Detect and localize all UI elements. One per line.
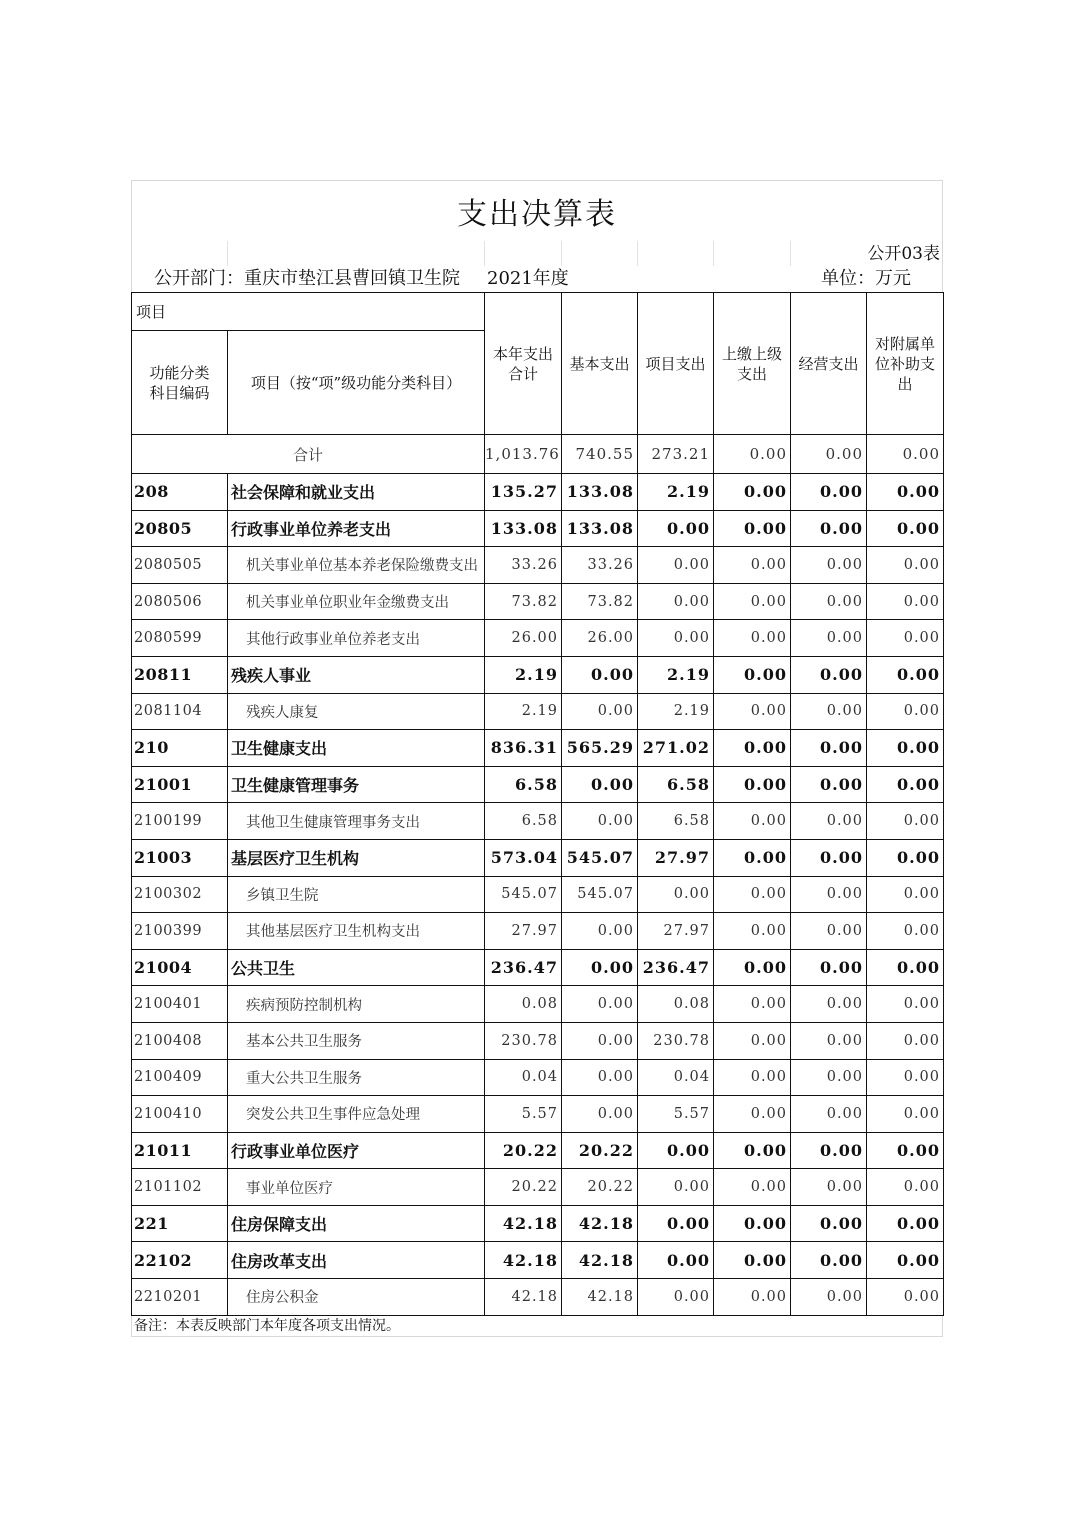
item-name-cell: 住房保障支出 (228, 1205, 485, 1242)
basic-cell: 42.18 (562, 1205, 638, 1242)
subsidy-cell: 0.00 (867, 839, 944, 876)
project-cell: 0.08 (638, 986, 714, 1023)
code-cell: 2080505 (132, 547, 228, 584)
table-row (132, 1169, 944, 1206)
subsidy-cell: 0.00 (867, 949, 944, 986)
expenditure-table (131, 292, 944, 1316)
business-cell: 0.00 (791, 583, 867, 620)
total-cell: 6.58 (485, 766, 562, 803)
header-code: 功能分类科目编码 (132, 331, 228, 435)
item-name-cell: 卫生健康支出 (228, 730, 485, 767)
header-basic: 基本支出 (562, 293, 638, 435)
total-upper-cell: 0.00 (714, 435, 791, 474)
total-cell: 230.78 (485, 1022, 562, 1059)
subsidy-cell: 0.00 (867, 730, 944, 767)
basic-cell: 0.00 (562, 766, 638, 803)
subsidy-cell: 0.00 (867, 583, 944, 620)
basic-cell: 42.18 (562, 1279, 638, 1316)
subsidy-cell: 0.00 (867, 1096, 944, 1133)
subsidy-cell: 0.00 (867, 656, 944, 693)
item-name-cell: 机关事业单位职业年金缴费支出 (228, 583, 485, 620)
code-cell: 2100399 (132, 913, 228, 950)
table-row (132, 693, 944, 730)
total-cell: 6.58 (485, 803, 562, 840)
project-cell: 6.58 (638, 803, 714, 840)
item-name-cell: 行政事业单位医疗 (228, 1132, 485, 1169)
table-row (132, 1022, 944, 1059)
subsidy-cell: 0.00 (867, 1242, 944, 1279)
table-row (132, 1059, 944, 1096)
upper-cell: 0.00 (714, 1059, 791, 1096)
subsidy-cell: 0.00 (867, 1169, 944, 1206)
upper-cell: 0.00 (714, 913, 791, 950)
blank-cell (638, 241, 714, 266)
business-cell: 0.00 (791, 1059, 867, 1096)
total-cell: 42.18 (485, 1279, 562, 1316)
code-cell: 22102 (132, 1242, 228, 1279)
item-name-cell: 机关事业单位基本养老保险缴费支出 (228, 547, 485, 584)
basic-cell: 0.00 (562, 913, 638, 950)
total-cell: 20.22 (485, 1169, 562, 1206)
table-row (132, 1205, 944, 1242)
item-name-cell: 住房改革支出 (228, 1242, 485, 1279)
subsidy-cell: 0.00 (867, 1132, 944, 1169)
business-cell: 0.00 (791, 620, 867, 657)
subsidy-cell: 0.00 (867, 474, 944, 511)
blank-cell (714, 241, 791, 266)
upper-cell: 0.00 (714, 766, 791, 803)
total-cell: 26.00 (485, 620, 562, 657)
blank-cell (485, 241, 562, 266)
code-cell: 2210201 (132, 1279, 228, 1316)
business-cell: 0.00 (791, 1169, 867, 1206)
business-cell: 0.00 (791, 547, 867, 584)
subsidy-cell: 0.00 (867, 913, 944, 950)
basic-cell: 26.00 (562, 620, 638, 657)
project-cell: 271.02 (638, 730, 714, 767)
code-cell: 221 (132, 1205, 228, 1242)
business-cell: 0.00 (791, 803, 867, 840)
subsidy-cell: 0.00 (867, 986, 944, 1023)
form-number: 公开03表 (867, 244, 940, 264)
table-row (132, 1279, 944, 1316)
business-cell: 0.00 (791, 766, 867, 803)
table-row (132, 1096, 944, 1133)
total-cell: 73.82 (485, 583, 562, 620)
business-cell: 0.00 (791, 656, 867, 693)
upper-cell: 0.00 (714, 656, 791, 693)
total-cell: 0.04 (485, 1059, 562, 1096)
project-cell: 27.97 (638, 913, 714, 950)
total-cell: 573.04 (485, 839, 562, 876)
item-name-cell: 住房公积金 (228, 1279, 485, 1316)
header-item-group: 项目 (132, 293, 485, 331)
code-cell: 2101102 (132, 1169, 228, 1206)
header-item-name: 项目（按“项”级功能分类科目） (228, 331, 485, 435)
basic-cell: 565.29 (562, 730, 638, 767)
project-cell: 0.04 (638, 1059, 714, 1096)
item-name-cell: 其他卫生健康管理事务支出 (228, 803, 485, 840)
upper-cell: 0.00 (714, 986, 791, 1023)
item-name-cell: 基本公共卫生服务 (228, 1022, 485, 1059)
project-cell: 230.78 (638, 1022, 714, 1059)
basic-cell: 545.07 (562, 839, 638, 876)
code-cell: 21004 (132, 949, 228, 986)
project-cell: 236.47 (638, 949, 714, 986)
business-cell: 0.00 (791, 474, 867, 511)
total-subsidy-cell: 0.00 (867, 435, 944, 474)
project-cell: 0.00 (638, 1205, 714, 1242)
table-row (132, 766, 944, 803)
code-cell: 2100410 (132, 1096, 228, 1133)
project-cell: 27.97 (638, 839, 714, 876)
project-cell: 2.19 (638, 693, 714, 730)
footnote: 备注：本表反映部门本年度各项支出情况。 (131, 1316, 943, 1337)
code-cell: 208 (132, 474, 228, 511)
table-row (132, 1242, 944, 1279)
blank-cell (562, 241, 638, 266)
item-name-cell: 突发公共卫生事件应急处理 (228, 1096, 485, 1133)
subsidy-cell: 0.00 (867, 1279, 944, 1316)
business-cell: 0.00 (791, 510, 867, 547)
subsidy-cell: 0.00 (867, 803, 944, 840)
total-cell: 33.26 (485, 547, 562, 584)
total-cell: 42.18 (485, 1205, 562, 1242)
item-name-cell: 残疾人康复 (228, 693, 485, 730)
total-cell: 42.18 (485, 1242, 562, 1279)
basic-cell: 20.22 (562, 1132, 638, 1169)
upper-cell: 0.00 (714, 1242, 791, 1279)
total-cell: 545.07 (485, 876, 562, 913)
code-cell: 21003 (132, 839, 228, 876)
total-cell: 836.31 (485, 730, 562, 767)
project-cell: 0.00 (638, 583, 714, 620)
basic-cell: 133.08 (562, 474, 638, 511)
table-row (132, 547, 944, 584)
blank-cell (228, 241, 485, 266)
project-cell: 0.00 (638, 1169, 714, 1206)
header-total: 本年支出合计 (485, 293, 562, 435)
upper-cell: 0.00 (714, 1169, 791, 1206)
header-upper: 上缴上级支出 (714, 293, 791, 435)
upper-cell: 0.00 (714, 949, 791, 986)
total-business-cell: 0.00 (791, 435, 867, 474)
total-cell: 0.08 (485, 986, 562, 1023)
title-row (131, 180, 943, 241)
subsidy-cell: 0.00 (867, 766, 944, 803)
basic-cell: 0.00 (562, 693, 638, 730)
table-row (132, 803, 944, 840)
item-name-cell: 其他行政事业单位养老支出 (228, 620, 485, 657)
fiscal-year: 2021年度 (487, 268, 569, 289)
header-project: 项目支出 (638, 293, 714, 435)
upper-cell: 0.00 (714, 1096, 791, 1133)
info-row (131, 266, 943, 292)
form-number-row (131, 241, 943, 266)
business-cell: 0.00 (791, 839, 867, 876)
total-basic-cell: 740.55 (562, 435, 638, 474)
business-cell: 0.00 (791, 876, 867, 913)
project-cell: 0.00 (638, 510, 714, 547)
code-cell: 2100408 (132, 1022, 228, 1059)
basic-cell: 133.08 (562, 510, 638, 547)
business-cell: 0.00 (791, 1205, 867, 1242)
business-cell: 0.00 (791, 1279, 867, 1316)
code-cell: 2080506 (132, 583, 228, 620)
basic-cell: 20.22 (562, 1169, 638, 1206)
table-row (132, 474, 944, 511)
basic-cell: 545.07 (562, 876, 638, 913)
unit-label: 单位：万元 (821, 268, 911, 289)
project-cell: 5.57 (638, 1096, 714, 1133)
code-cell: 2080599 (132, 620, 228, 657)
code-cell: 2100401 (132, 986, 228, 1023)
basic-cell: 73.82 (562, 583, 638, 620)
table-row (132, 730, 944, 767)
total-cell: 27.97 (485, 913, 562, 950)
project-cell: 2.19 (638, 474, 714, 511)
code-cell: 2100199 (132, 803, 228, 840)
code-cell: 2100409 (132, 1059, 228, 1096)
table-row (132, 913, 944, 950)
upper-cell: 0.00 (714, 803, 791, 840)
business-cell: 0.00 (791, 986, 867, 1023)
upper-cell: 0.00 (714, 510, 791, 547)
subsidy-cell: 0.00 (867, 876, 944, 913)
basic-cell: 0.00 (562, 1022, 638, 1059)
header-business: 经营支出 (791, 293, 867, 435)
header-subsidy: 对附属单位补助支出 (867, 293, 944, 435)
total-row (132, 435, 944, 474)
subsidy-cell: 0.00 (867, 510, 944, 547)
blank-cell (132, 241, 228, 266)
subsidy-cell: 0.00 (867, 620, 944, 657)
total-cell: 20.22 (485, 1132, 562, 1169)
basic-cell: 0.00 (562, 656, 638, 693)
upper-cell: 0.00 (714, 583, 791, 620)
basic-cell: 0.00 (562, 1096, 638, 1133)
item-name-cell: 公共卫生 (228, 949, 485, 986)
total-cell: 2.19 (485, 693, 562, 730)
upper-cell: 0.00 (714, 620, 791, 657)
business-cell: 0.00 (791, 730, 867, 767)
basic-cell: 33.26 (562, 547, 638, 584)
table-row (132, 510, 944, 547)
code-cell: 2081104 (132, 693, 228, 730)
upper-cell: 0.00 (714, 1279, 791, 1316)
item-name-cell: 卫生健康管理事务 (228, 766, 485, 803)
code-cell: 21011 (132, 1132, 228, 1169)
department-label: 公开部门：重庆市垫江县曹回镇卫生院 (154, 268, 460, 289)
project-cell: 0.00 (638, 620, 714, 657)
page-title: 支出决算表 (457, 197, 617, 232)
subsidy-cell: 0.00 (867, 547, 944, 584)
table-row (132, 1132, 944, 1169)
upper-cell: 0.00 (714, 839, 791, 876)
item-name-cell: 事业单位医疗 (228, 1169, 485, 1206)
total-cell: 133.08 (485, 510, 562, 547)
table-row (132, 620, 944, 657)
total-project-cell: 273.21 (638, 435, 714, 474)
basic-cell: 0.00 (562, 986, 638, 1023)
business-cell: 0.00 (791, 1096, 867, 1133)
business-cell: 0.00 (791, 1242, 867, 1279)
business-cell: 0.00 (791, 949, 867, 986)
table-row (132, 656, 944, 693)
upper-cell: 0.00 (714, 693, 791, 730)
table-row (132, 986, 944, 1023)
item-name-cell: 基层医疗卫生机构 (228, 839, 485, 876)
total-cell: 135.27 (485, 474, 562, 511)
code-cell: 20805 (132, 510, 228, 547)
item-name-cell: 其他基层医疗卫生机构支出 (228, 913, 485, 950)
total-label: 合计 (132, 435, 485, 474)
subsidy-cell: 0.00 (867, 1205, 944, 1242)
subsidy-cell: 0.00 (867, 693, 944, 730)
upper-cell: 0.00 (714, 474, 791, 511)
project-cell: 0.00 (638, 876, 714, 913)
basic-cell: 0.00 (562, 1059, 638, 1096)
project-cell: 2.19 (638, 656, 714, 693)
item-name-cell: 行政事业单位养老支出 (228, 510, 485, 547)
project-cell: 0.00 (638, 1132, 714, 1169)
subsidy-cell: 0.00 (867, 1022, 944, 1059)
item-name-cell: 残疾人事业 (228, 656, 485, 693)
basic-cell: 0.00 (562, 949, 638, 986)
expenditure-sheet (131, 180, 943, 1337)
code-cell: 210 (132, 730, 228, 767)
business-cell: 0.00 (791, 1132, 867, 1169)
basic-cell: 42.18 (562, 1242, 638, 1279)
project-cell: 6.58 (638, 766, 714, 803)
project-cell: 0.00 (638, 1279, 714, 1316)
upper-cell: 0.00 (714, 547, 791, 584)
total-cell: 5.57 (485, 1096, 562, 1133)
item-name-cell: 疾病预防控制机构 (228, 986, 485, 1023)
table-row (132, 949, 944, 986)
code-cell: 2100302 (132, 876, 228, 913)
business-cell: 0.00 (791, 913, 867, 950)
business-cell: 0.00 (791, 693, 867, 730)
table-row (132, 583, 944, 620)
upper-cell: 0.00 (714, 1132, 791, 1169)
code-cell: 21001 (132, 766, 228, 803)
upper-cell: 0.00 (714, 1205, 791, 1242)
code-cell: 20811 (132, 656, 228, 693)
item-name-cell: 社会保障和就业支出 (228, 474, 485, 511)
basic-cell: 0.00 (562, 803, 638, 840)
business-cell: 0.00 (791, 1022, 867, 1059)
total-cell: 236.47 (485, 949, 562, 986)
total-total-cell: 1,013.76 (485, 435, 562, 474)
subsidy-cell: 0.00 (867, 1059, 944, 1096)
table-row (132, 839, 944, 876)
upper-cell: 0.00 (714, 1022, 791, 1059)
project-cell: 0.00 (638, 547, 714, 584)
item-name-cell: 重大公共卫生服务 (228, 1059, 485, 1096)
total-cell: 2.19 (485, 656, 562, 693)
project-cell: 0.00 (638, 1242, 714, 1279)
table-row (132, 876, 944, 913)
upper-cell: 0.00 (714, 876, 791, 913)
item-name-cell: 乡镇卫生院 (228, 876, 485, 913)
upper-cell: 0.00 (714, 730, 791, 767)
